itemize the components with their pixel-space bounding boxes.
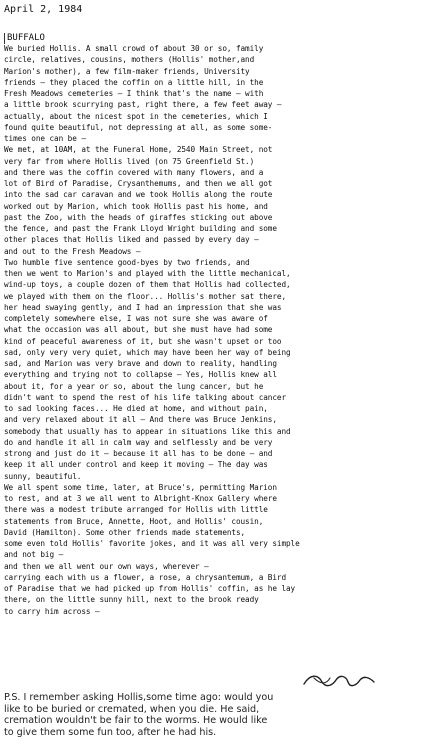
letter-line: and very relaxed about it all — And there was Bruce Jenkins, — [4, 415, 277, 425]
letter-line: somebody that usually has to appear in situations like this and — [4, 426, 291, 436]
letter-line: statements from Bruce, Annette, Hoot, and Hollis' cousin, — [4, 516, 264, 526]
letter-line: of Paradise that we had picked up from Hollis' coffin, as he lay — [4, 584, 296, 593]
letter-line: We buried Hollis. A small crowd of about 30 or so, family — [4, 44, 264, 53]
letter-line: and not big — — [4, 550, 64, 560]
letter-date: April 2, 1984 — [4, 4, 83, 15]
letter-line: carrying each with us a flower, a rose, a chrysantemum, a Bird — [4, 572, 286, 582]
letter-line: we played with them on the floor... Hollis's mother sat there, — [4, 291, 286, 301]
letter-line: her head swaying gently, and I had an impression that she was — [4, 302, 282, 312]
letter-line: a little brook scurrying past, right there, a few feet away — — [4, 100, 282, 110]
letter-line: other places that Hollis liked and passed by every day — — [4, 235, 259, 245]
letter-line: circle, relatives, cousins, mothers (Hollis' mother,and — [4, 55, 255, 65]
letter-line: completely somewhere else, I was not sure she was aware of — [4, 314, 268, 323]
letter-line: and out to the Fresh Meadows — — [4, 246, 141, 256]
letter-line: Marion's mother), a few film-maker friends, University — [4, 66, 250, 76]
letter-body — [4, 43, 434, 617]
letter-line: sad, only very very quiet, which may have been her way of being — [4, 347, 291, 357]
letter-line: actually, about the nicest spot in the cemeteries, which I — [4, 111, 268, 121]
letter-line: strong and just do it — because it all has to be done — and — [4, 449, 273, 458]
letter-line: We all spent some time, later, at Bruce's, permitting Marion — [4, 482, 277, 492]
letter-line: to sad looking faces... He died at home, and without pain, — [4, 404, 268, 413]
letter-heading: BUFFALO — [4, 33, 45, 44]
letter-line: found quite beautiful, not depressing at all, as some some- — [4, 122, 273, 132]
letter-line: very far from where Hollis lived (on 75 Greenfield St.) — [4, 156, 255, 166]
letter-line: times one can be — — [4, 134, 86, 143]
letter-line: some even told Hollis' favorite jokes, and it was all very simple — [4, 539, 300, 548]
postscript-line: to give them some fun too, after he had his. — [4, 726, 217, 738]
letter-line: to rest, and at 3 we all went to Albright-Knox Gallery where — [4, 494, 277, 503]
letter-line: to carry him across — — [4, 606, 100, 616]
letter-line: wind-up toys, a couple dozen of them that Hollis had collected, — [4, 280, 291, 290]
handwritten-signature — [300, 670, 380, 692]
letter-line: kind of peaceful awareness of it, but she wasn't upset or too — [4, 336, 282, 346]
letter-line: there, on the little sunny hill, next to the brook ready — [4, 595, 259, 605]
letter-line: everything and trying not to collapse — Yes, Hollis knew all — [4, 370, 277, 380]
postscript — [4, 692, 434, 738]
letter-line: what the occasion was all about, but she must have had some — [4, 325, 273, 335]
letter-line: do and handle it all in calm way and selflessly and be very — [4, 437, 273, 447]
letter-line: there was a modest tribute arranged for Hollis with little — [4, 505, 268, 515]
letter-line: didn't want to spend the rest of his life talking about cancer — [4, 392, 286, 402]
letter-line: David (Hamilton). Some other friends made statements, — [4, 527, 246, 537]
letter-line: past the Zoo, with the heads of giraffes sticking out above — [4, 212, 273, 222]
letter-line: the fence, and past the Frank Lloyd Wright building and some — [4, 224, 277, 233]
letter-line: sad, and Marion was very brave and down to reality, handling — [4, 359, 277, 368]
letter-line: Two humble five sentence good-byes by two friends, and — [4, 257, 250, 267]
postscript-line: P.S. I remember asking Hollis,some time ago: would you — [4, 692, 274, 703]
postscript-line: cremation wouldn't be fair to the worms. He would like — [4, 715, 268, 727]
letter-line: and there was the coffin covered with many flowers, and a — [4, 167, 264, 177]
letter-line: We met, at 10AM, at the Funeral Home, 2540 Main Street, not — [4, 145, 273, 155]
letter-line: sunny, beautiful. — [4, 471, 82, 481]
letter-line: lot of Bird of Paradise, Crysanthemums, and then we all got — [4, 179, 273, 188]
letter-line: keep it all under control and keep it moving — The day was — [4, 460, 268, 470]
letter-line: about it, for a year or so, about the lung cancer, but he — [4, 381, 264, 391]
letter-line: into the sad car caravan and we took Hollis along the route — [4, 190, 273, 200]
postscript-line: like to be buried or cremated, when you die. He said, — [4, 703, 260, 715]
letter-line: worked out by Marion, which took Hollis past his home, and — [4, 201, 268, 211]
letter-line: friends — they placed the coffin on a little hill, in the — [4, 77, 264, 87]
letter-line: then we went to Marion's and played with the little mechanical, — [4, 269, 291, 278]
letter-line: and then we all went our own ways, wherever — — [4, 561, 209, 571]
letter-line: Fresh Meadows cemeteries — I think that's the name — with — [4, 89, 264, 98]
